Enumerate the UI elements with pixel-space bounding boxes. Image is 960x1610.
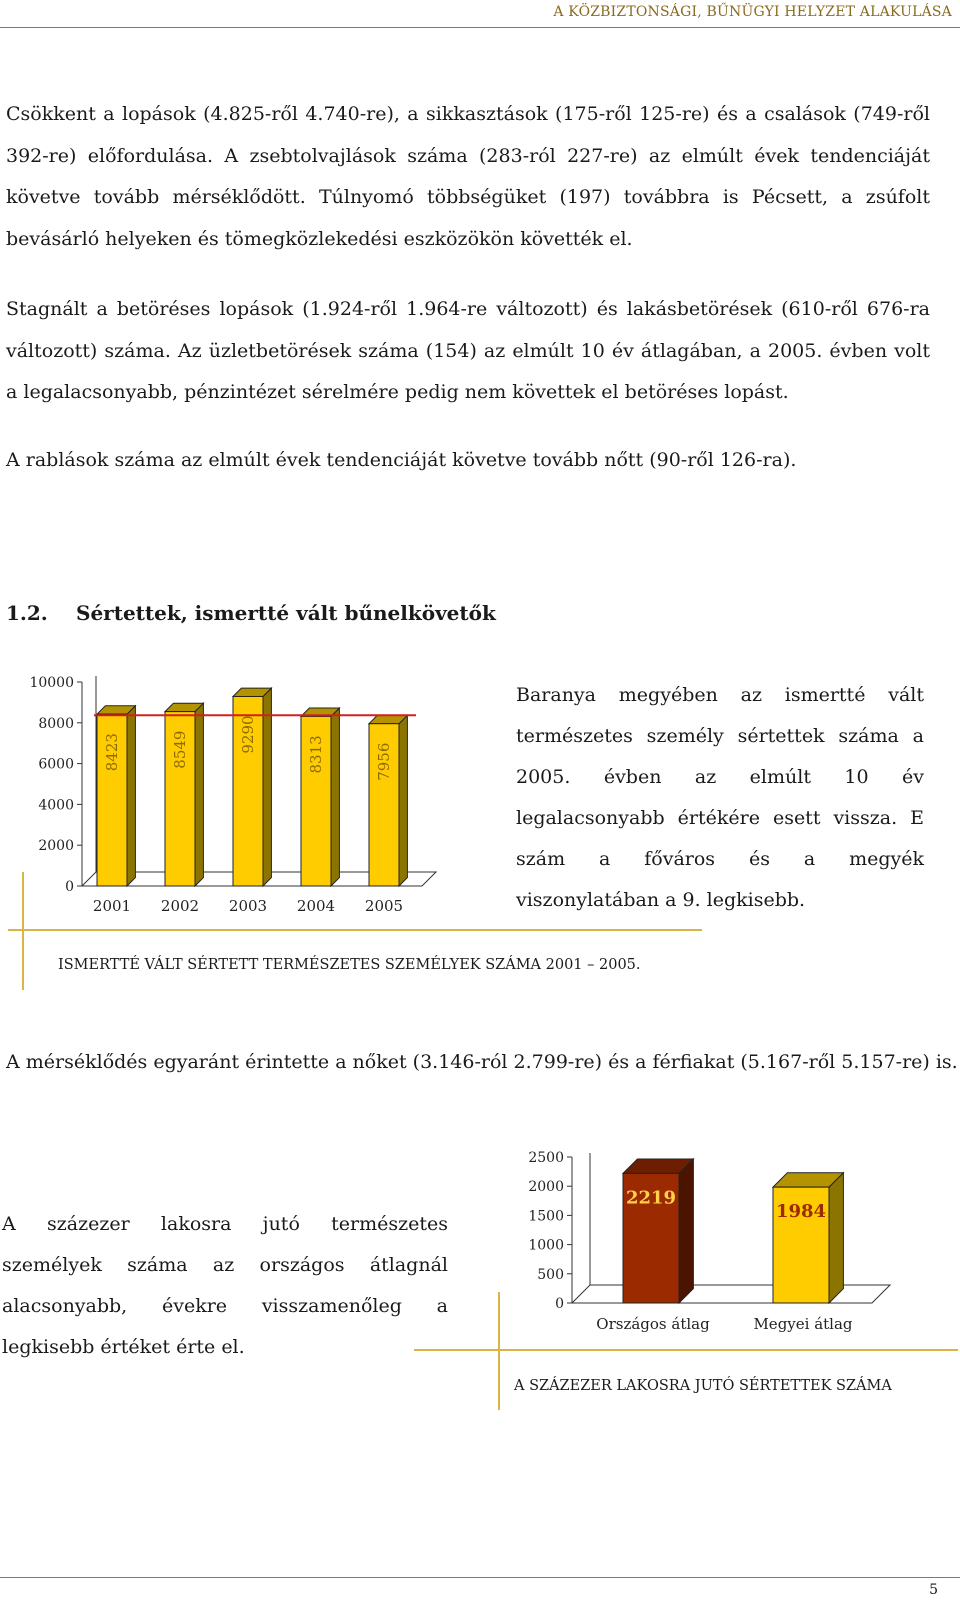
y-tick-label: 6000	[38, 756, 74, 773]
y-tick-label: 2000	[528, 1179, 564, 1196]
bar-side-1	[829, 1173, 843, 1303]
page-number: 5	[929, 1582, 938, 1598]
data-label-0: 2219	[625, 1187, 677, 1209]
caption-rule-horizontal	[8, 929, 702, 931]
y-tick-label: 2000	[38, 838, 74, 855]
caption-rule-vertical-2	[498, 1292, 500, 1410]
bar-side-0	[679, 1159, 693, 1303]
side-text-victims: Baranya megyében az ismertté vált természetes személy sértettek száma a 2005. évben az elmúlt 10 év legalacsonyabb értékére esett vissza. E szám a főváros és a megyék viszonylatában a 9. legkisebb.	[516, 684, 924, 911]
header-rule	[0, 27, 960, 28]
bar-side-2005	[399, 715, 407, 886]
paragraph-burglary: Stagnált a betöréses lopások (1.924-ről 1.964-re változott) és lakásbetörések (610-ről 676-ra változott) száma. Az üzletbetörések száma (154) az elmúlt 10 év átlagában, a 2005. évben volt a legalacsonyabb, pénzintézet sérelmére pedig nem követtek el betöréses lopást.	[6, 298, 930, 403]
y-tick-label: 1500	[528, 1208, 564, 1225]
section-heading	[6, 601, 496, 625]
section-number: 1.2.	[6, 601, 48, 625]
x-tick-label-2005: 2005	[364, 897, 404, 915]
page-header	[0, 0, 960, 26]
y-tick-label: 500	[537, 1266, 564, 1283]
x-tick-label-2004: 2004	[296, 897, 336, 915]
chart-caption-per-capita: A SZÁZEZER LAKOSRA JUTÓ SÉRTETTEK SZÁMA	[514, 1378, 892, 1394]
per-capita-chart	[510, 1145, 910, 1345]
paragraph-theft: Csökkent a lopások (4.825-ről 4.740-re), a sikkasztások (175-ről 125-re) és a csalások (749-ről 392-re) előfordulása. A zsebtolvajlások száma (283-ról 227-re) az elmúlt évek tendenciáját követve tovább mérséklődött. Túlnyomó többségüket (197) továbbra is Pécsett, a zsúfolt bevásárló helyeken és tömegközlekedési eszközökön követték el.	[6, 103, 930, 250]
victims-chart	[20, 668, 470, 928]
data-label-1: 1984	[775, 1201, 827, 1223]
x-tick-label-0: Országos átlag	[596, 1315, 710, 1333]
running-header-title: A KÖZBIZTONSÁGI, BŰNÜGYI HELYZET ALAKULÁSA	[553, 4, 952, 20]
data-label-2002: 8549	[171, 730, 189, 769]
y-tick-label: 0	[65, 879, 74, 895]
x-tick-label-1: Megyei átlag	[753, 1315, 853, 1333]
section-title-text: Sértettek, ismertté vált bűnelkövetők	[76, 601, 496, 625]
y-tick-label: 1000	[528, 1237, 564, 1254]
data-label-2001: 8423	[103, 733, 121, 772]
chart-caption-victims: ISMERTTÉ VÁLT SÉRTETT TERMÉSZETES SZEMÉLYEK SZÁMA 2001 – 2005.	[58, 957, 641, 973]
bar-side-2002	[195, 703, 203, 886]
y-tick-label: 2500	[528, 1150, 564, 1166]
data-label-2004: 8313	[307, 735, 325, 774]
side-text-per-capita: A százezer lakosra jutó természetes személyek száma az országos átlagnál alacsonyabb, évekre visszamenőleg a legkisebb értéket érte el.	[2, 1213, 448, 1358]
y-tick-label: 10000	[29, 675, 74, 691]
caption-rule-horizontal-2	[414, 1349, 958, 1351]
caption-rule-vertical	[22, 872, 24, 990]
bar-side-2003	[263, 688, 271, 886]
y-tick-label: 8000	[38, 715, 74, 732]
bar-side-2004	[331, 708, 339, 886]
y-tick-label: 0	[555, 1296, 564, 1312]
data-label-2005: 7956	[375, 742, 393, 781]
footer-rule	[0, 1577, 960, 1578]
y-tick-label: 4000	[38, 797, 74, 814]
data-label-2003: 9290	[239, 715, 257, 754]
paragraph-gender: A mérséklődés egyaránt érintette a nőket (3.146-ról 2.799-re) és a férfiakat (5.167-ről 5.157-re) is.	[6, 1051, 958, 1073]
x-tick-label-2003: 2003	[228, 897, 268, 915]
paragraph-robbery: A rablások száma az elmúlt évek tendenciáját követve tovább nőtt (90-ről 126-ra).	[6, 449, 797, 471]
x-tick-label-2001: 2001	[92, 897, 132, 915]
bar-side-2001	[127, 706, 135, 886]
x-tick-label-2002: 2002	[160, 897, 200, 915]
